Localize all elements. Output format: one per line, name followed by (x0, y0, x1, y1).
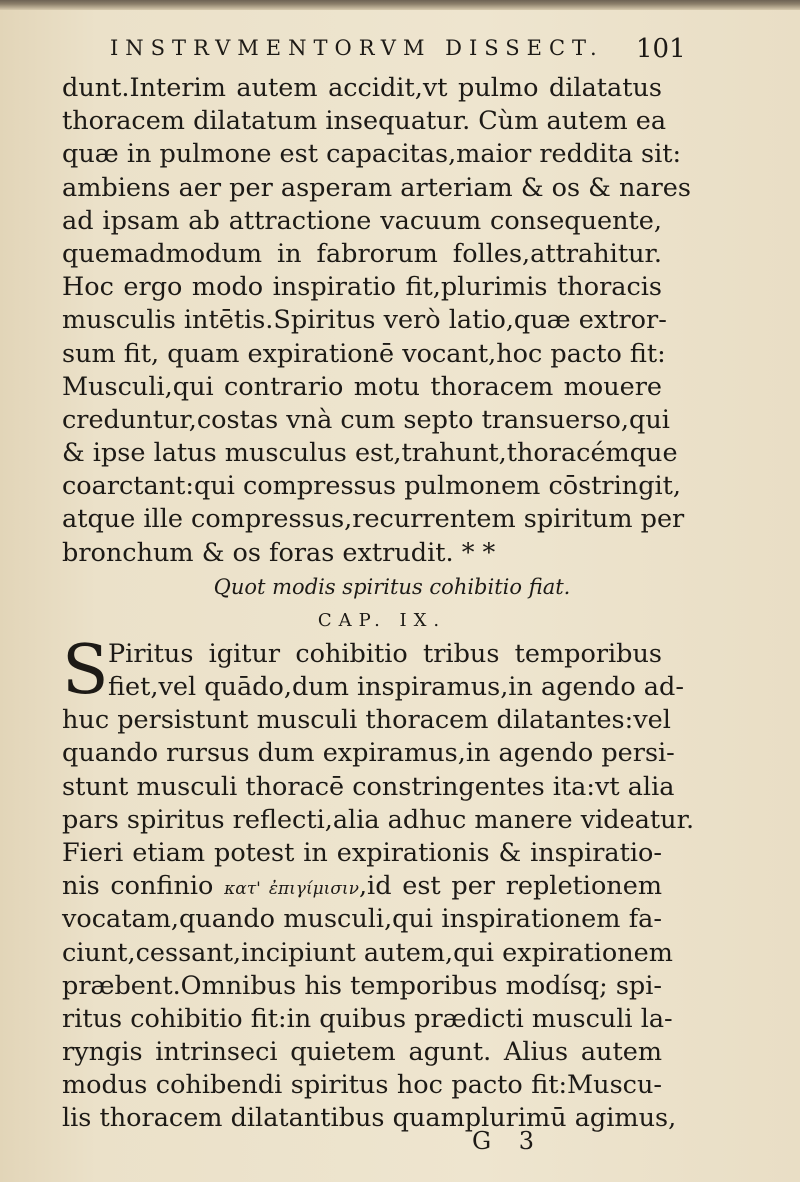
signature-mark: G 3 (472, 1127, 545, 1155)
text-line: quando rursus dum expiramus,in agendo persi- (62, 738, 675, 769)
text-line: atque ille compressus,recurrentem spiritum per (62, 504, 685, 535)
greek-line-end: ,id est per repletionem (358, 871, 662, 902)
text-line: ad ipsam ab attractione vacuum consequente, (62, 205, 662, 236)
text-line: fiet,vel quādo,dum inspiramus,in agendo ad- (108, 672, 684, 702)
drop-cap: S (62, 630, 109, 710)
page-number: 101 (636, 34, 686, 64)
text-line: thoracem dilatatum insequatur. Cùm autem ea (62, 106, 667, 137)
running-head: INSTRVMENTORVM DISSECT. (110, 36, 604, 60)
text-line: Musculi,qui contrario motu thoracem mouere (62, 371, 662, 402)
text-line: lis thoracem dilatantibus quamplurimū agimus, (62, 1103, 677, 1134)
text-line: creduntur,costas vnà cum septo transuerso,qui (62, 404, 670, 435)
text-line: ciunt,cessant,incipiunt autem,qui expirationem (62, 937, 673, 968)
text-line: musculis intētis.Spiritus verò latio,quæ extror- (62, 305, 667, 336)
section-title: Quot modis spiritus cohibitio fiat. (213, 574, 571, 599)
text-line: & ipse latus musculus est,trahunt,thoracémque (62, 438, 678, 469)
text-line: quemadmodum in fabrorum folles,attrahitur. (62, 238, 662, 269)
text-block (62, 72, 695, 1136)
greek-phrase: κατ' ἐπιγίμισιν (224, 879, 359, 900)
text-line: vocatam,quando musculi,qui inspirationem fa- (62, 904, 662, 935)
text-line: bronchum & os foras extrudit. * * (62, 537, 496, 568)
greek-line-start: nis confinio (62, 871, 214, 902)
text-line: pars spiritus reflecti,alia adhuc manere videatur. (62, 804, 695, 835)
text-line: coarctant:qui compressus pulmonem cōstringit, (62, 471, 682, 502)
text-line: Fieri etiam potest in expirationis & inspiratio- (62, 837, 662, 868)
text-line: huc persistunt musculi thoracem dilatantes:vel (62, 705, 671, 736)
chapter-label: CAP. IX. (317, 609, 447, 631)
text-line: stunt musculi thoracē constringentes ita:vt alia (62, 771, 675, 802)
text-line-with-greek (62, 870, 662, 903)
text-line: dunt.Interim autem accidit,vt pulmo dilatatus (62, 73, 662, 103)
text-line: ambiens aer per asperam arteriam & os & nares (62, 172, 691, 203)
text-line: præbent.Omnibus his temporibus modísq; spi- (62, 970, 662, 1001)
text-line: ryngis intrinseci quietem agunt. Alius autem (62, 1037, 662, 1068)
text-line: sum fit, quam expirationē vocant,hoc pacto fit: (62, 338, 666, 369)
text-line: quæ in pulmone est capacitas,maior reddita sit: (62, 139, 682, 170)
text-line: Piritus igitur cohibitio tribus temporibus (108, 638, 662, 669)
chapter-opening (62, 630, 684, 710)
page-top-edge (0, 0, 800, 10)
text-line: modus cohibendi spiritus hoc pacto fit:Muscu- (62, 1070, 662, 1101)
text-line: ritus cohibitio fit:in quibus prædicti musculi la- (62, 1003, 673, 1034)
text-line: Hoc ergo modo inspiratio fit,plurimis thoracis (62, 272, 662, 303)
